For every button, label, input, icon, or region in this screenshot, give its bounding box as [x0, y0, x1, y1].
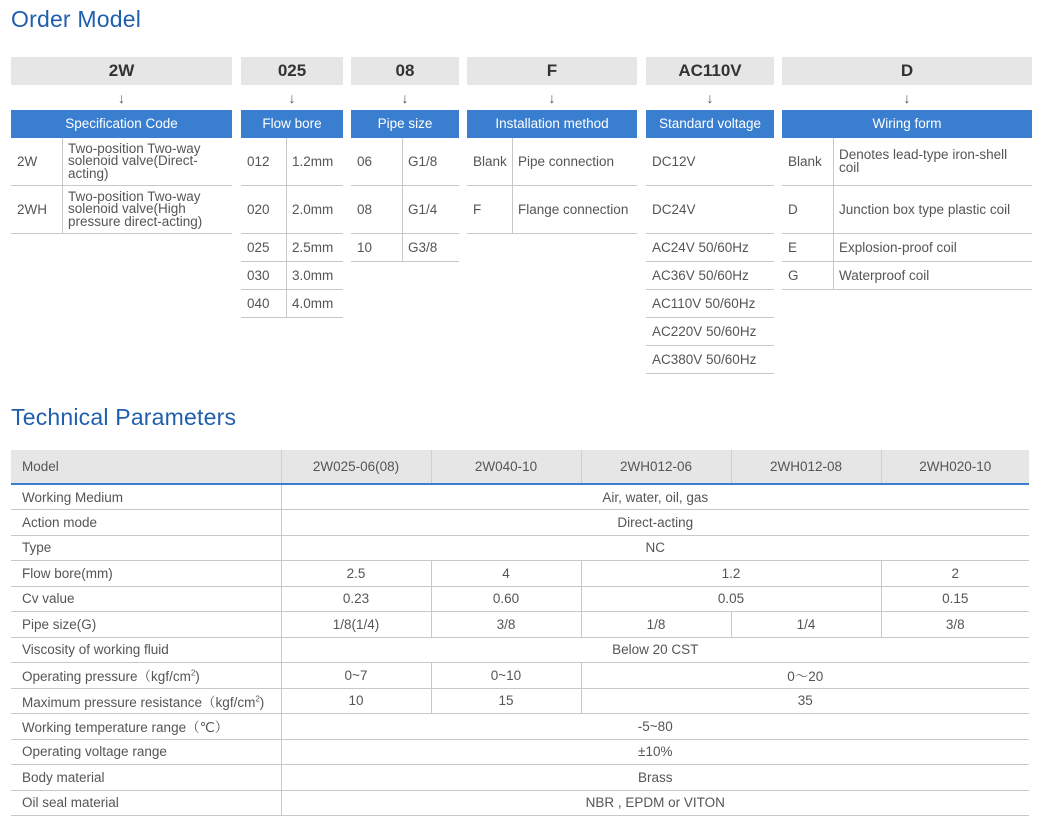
option-description: 1.2mm [292, 153, 334, 169]
option-code: 040 [241, 290, 287, 317]
table-row [11, 688, 1029, 714]
table-row [11, 739, 1029, 765]
description-line: acting) [68, 165, 109, 181]
parameter-label-text: Viscosity of working fluid [22, 642, 169, 658]
option-description: AC110V 50/60Hz [652, 295, 756, 311]
column-header-model-code: 2W040-10 [431, 450, 581, 484]
option-code: Blank [782, 138, 834, 185]
table-row [241, 262, 343, 290]
parameter-label-text: Maximum pressure resistance（kgf/cm [22, 694, 256, 710]
parameter-label-tail: ) [259, 694, 265, 710]
order-column-header: Installation method [467, 110, 637, 138]
table-row [782, 186, 1032, 234]
parameter-label [11, 790, 281, 816]
parameter-value: 0~10 [431, 663, 581, 689]
parameter-value: 0～20 [581, 663, 1029, 689]
parameter-label-text: Operating voltage range [22, 744, 167, 760]
option-description: G1/8 [408, 153, 438, 169]
order-column-header: Wiring form [782, 110, 1032, 138]
table-row [11, 510, 1029, 536]
parameter-label-text: Oil seal material [22, 795, 119, 811]
option-description: G1/4 [408, 201, 438, 217]
option-code: 06 [351, 138, 403, 185]
description-line: pressure direct-acting) [68, 213, 203, 229]
description-line: Two-position Two-way [68, 188, 201, 204]
order-model-title: Order Model [11, 6, 142, 32]
parameter-label [11, 484, 281, 510]
table-row [351, 234, 459, 262]
table-row [351, 186, 459, 234]
table-row [11, 186, 232, 234]
parameter-label-text: Body material [22, 769, 105, 785]
table-row [241, 138, 343, 186]
order-code-box: 2W [11, 57, 232, 85]
parameter-label [11, 688, 281, 714]
parameter-value: 10 [281, 688, 431, 714]
parameter-value: 4 [431, 561, 581, 587]
option-code: 08 [351, 186, 403, 233]
parameter-label-text: Working Medium [22, 489, 124, 505]
parameter-label-text: Operating pressure（kgf/cm [22, 669, 191, 685]
option-code: 012 [241, 138, 287, 185]
option-description: Waterproof coil [839, 267, 930, 283]
down-arrow-icon: ↓ [548, 90, 556, 106]
option-code: G [782, 262, 834, 289]
description-line: solenoid valve(High [68, 201, 186, 217]
column-header-model-code: 2WH012-06 [581, 450, 731, 484]
down-arrow-icon: ↓ [118, 90, 125, 106]
column-header-model: Model [11, 450, 281, 484]
parameter-label [11, 765, 281, 791]
parameter-label-text: Type [22, 540, 52, 556]
order-column [241, 57, 343, 318]
option-description: Junction box type plastic coil [839, 201, 1011, 217]
table-row [11, 484, 1029, 510]
option-description: Flange connection [518, 201, 629, 217]
parameter-label-text: Working temperature range（℃） [22, 720, 229, 736]
option-code: Blank [467, 138, 513, 185]
order-column [646, 57, 774, 374]
table-row [646, 346, 774, 374]
parameter-label-tail: ) [195, 669, 200, 685]
option-code: F [467, 186, 513, 233]
technical-parameters-title: Technical Parameters [11, 404, 237, 430]
parameter-value: 1/8(1/4) [281, 612, 431, 638]
parameter-value: 0.15 [881, 586, 1029, 612]
parameter-value: 2.5 [281, 561, 431, 587]
table-row [11, 138, 232, 186]
table-row [782, 262, 1032, 290]
table-row [467, 186, 637, 234]
table-row [11, 561, 1029, 587]
parameter-label-text: Cv value [22, 591, 75, 607]
option-code: 2W [11, 138, 63, 185]
order-column [11, 57, 232, 234]
down-arrow-icon: ↓ [288, 90, 296, 106]
table-row [11, 637, 1029, 663]
technical-parameters-table [11, 450, 1029, 816]
table-row [782, 234, 1032, 262]
parameter-value: -5~80 [281, 714, 1029, 740]
option-description: G3/8 [408, 239, 438, 255]
parameter-value: 35 [581, 688, 1029, 714]
description-line: Denotes lead-type iron-shell [839, 147, 1008, 162]
parameter-value: Air, water, oil, gas [281, 484, 1029, 510]
option-description: DC24V [652, 201, 696, 217]
table-row [11, 790, 1029, 816]
order-code-box: F [467, 57, 637, 85]
column-header-model-code: 2W025-06(08) [281, 450, 431, 484]
table-header-row [11, 450, 1029, 484]
column-header-model-code: 2WH020-10 [881, 450, 1029, 484]
table-row [241, 186, 343, 234]
option-description: AC24V 50/60Hz [652, 239, 749, 255]
order-column [467, 57, 637, 234]
superscript: 2 [255, 694, 260, 704]
order-column [782, 57, 1032, 290]
parameter-label-text: Pipe size(G) [22, 616, 97, 632]
option-description: DC12V [652, 153, 696, 169]
parameter-value: Below 20 CST [281, 637, 1029, 663]
order-column-header: Pipe size [351, 110, 459, 138]
parameter-label [11, 612, 281, 638]
parameter-label [11, 637, 281, 663]
table-row [646, 234, 774, 262]
option-description [63, 140, 201, 181]
option-description: 4.0mm [292, 295, 334, 311]
parameter-label [11, 586, 281, 612]
option-description: AC380V 50/60Hz [652, 351, 757, 367]
table-row [241, 234, 343, 262]
parameter-value: NBR , EPDM or VITON [281, 790, 1029, 816]
parameter-value: 0.23 [281, 586, 431, 612]
order-column [351, 57, 459, 262]
parameter-label [11, 535, 281, 561]
order-column-header: Specification Code [11, 110, 232, 138]
option-description: 2.5mm [292, 239, 334, 255]
down-arrow-icon: ↓ [903, 90, 911, 106]
parameter-value: 0.60 [431, 586, 581, 612]
parameter-value: 0.05 [581, 586, 881, 612]
order-code-box: 025 [241, 57, 343, 85]
parameter-value: 3/8 [431, 612, 581, 638]
down-arrow-icon: ↓ [706, 90, 714, 106]
parameter-label-text: Flow bore(mm) [22, 565, 113, 581]
superscript: 2 [190, 668, 196, 678]
parameter-value: 15 [431, 688, 581, 714]
table-row [11, 586, 1029, 612]
down-arrow-icon: ↓ [401, 90, 409, 106]
table-row [782, 138, 1032, 186]
table-row [241, 290, 343, 318]
parameter-value: 0~7 [281, 663, 431, 689]
parameter-value: NC [281, 535, 1029, 561]
column-header-model-code: 2WH012-08 [731, 450, 881, 484]
option-code: 025 [241, 234, 287, 261]
table-row [11, 535, 1029, 561]
option-description [834, 149, 1007, 174]
table-row [646, 290, 774, 318]
parameter-value: 2 [881, 561, 1029, 587]
parameter-label [11, 561, 281, 587]
option-description: Pipe connection [518, 153, 615, 169]
table-row [646, 138, 774, 186]
option-description: 3.0mm [292, 267, 334, 283]
parameter-value: ±10% [281, 739, 1029, 765]
parameter-value: Direct-acting [281, 510, 1029, 536]
table-row [646, 262, 774, 290]
table-row [351, 138, 459, 186]
order-column-header: Flow bore [241, 110, 343, 138]
parameter-value: 3/8 [881, 612, 1029, 638]
parameter-label [11, 714, 281, 740]
parameter-label [11, 510, 281, 536]
table-row [646, 318, 774, 346]
option-code: E [782, 234, 834, 261]
order-code-box: D [782, 57, 1032, 85]
option-code: 10 [351, 234, 403, 261]
order-code-box: AC110V [646, 57, 774, 85]
table-row [11, 714, 1029, 740]
parameter-label [11, 663, 281, 689]
option-description [63, 188, 203, 229]
table-row [646, 186, 774, 234]
description-line: coil [839, 159, 860, 175]
order-code-box: 08 [351, 57, 459, 85]
option-description: AC36V 50/60Hz [652, 267, 749, 283]
table-row [11, 765, 1029, 791]
option-code: 2WH [11, 186, 63, 233]
parameter-value: 1.2 [581, 561, 881, 587]
parameter-label-text: Action mode [22, 514, 98, 530]
parameter-value: 1/4 [731, 612, 881, 638]
option-description: Explosion-proof coil [839, 239, 957, 255]
option-description: 2.0mm [292, 201, 334, 217]
order-column-header: Standard voltage [646, 110, 774, 138]
option-description: AC220V 50/60Hz [652, 323, 757, 339]
option-code: 020 [241, 186, 287, 233]
description-line: Two-position Two-way [68, 140, 201, 156]
description-line: solenoid valve(Direct- [68, 153, 198, 169]
table-row [11, 663, 1029, 689]
option-code: D [782, 186, 834, 233]
option-code: 030 [241, 262, 287, 289]
parameter-value: 1/8 [581, 612, 731, 638]
table-row [11, 612, 1029, 638]
parameter-label [11, 739, 281, 765]
parameter-value: Brass [281, 765, 1029, 791]
table-row [467, 138, 637, 186]
